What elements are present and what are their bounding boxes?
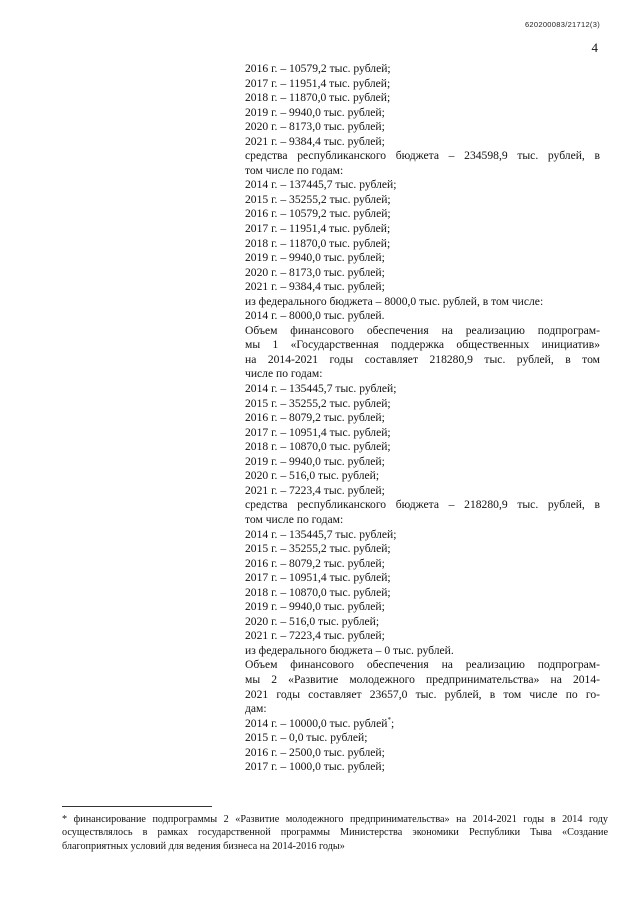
text-line-content: 2020 г. – 8173,0 тыс. рублей; xyxy=(245,265,385,279)
text-line-content: 2020 г. – 516,0 тыс. рублей; xyxy=(245,614,380,628)
text-line-content: 2019 г. – 9940,0 тыс. рублей; xyxy=(245,251,385,265)
text-line xyxy=(245,673,600,688)
text-line-content: 2021 годы составляет 23657,0 тыс. рублей, в том числе по го- xyxy=(245,687,600,701)
text-line xyxy=(245,149,600,164)
text-line-content: мы 2 «Развитие молодежного предпринимательства» на 2014- xyxy=(245,672,600,686)
text-line-content: средства республиканского бюджета – 218280,9 тыс. рублей, в xyxy=(245,498,600,512)
text-line xyxy=(245,338,600,353)
text-line-content: 2017 г. – 11951,4 тыс. рублей; xyxy=(245,222,391,236)
text-line xyxy=(245,702,600,717)
text-line xyxy=(245,309,600,324)
text-line-content: 2021 г. – 7223,4 тыс. рублей; xyxy=(245,483,385,497)
text-line xyxy=(245,688,600,703)
text-line-content: 2018 г. – 10870,0 тыс. рублей; xyxy=(245,440,391,454)
text-line-content: 2015 г. – 35255,2 тыс. рублей; xyxy=(245,192,391,206)
text-line xyxy=(245,266,600,281)
text-line xyxy=(245,324,600,339)
text-line xyxy=(245,207,600,222)
body-text xyxy=(245,62,600,775)
text-line-content: 2018 г. – 11870,0 тыс. рублей; xyxy=(245,91,391,105)
footnote-marker: * xyxy=(387,715,391,724)
text-line-content: 2019 г. – 9940,0 тыс. рублей; xyxy=(245,105,385,119)
text-line xyxy=(245,397,600,412)
text-line xyxy=(245,731,600,746)
text-line xyxy=(245,746,600,761)
text-line-content: 2014 г. – 10000,0 тыс. рублей xyxy=(245,716,388,730)
text-line-content: средства республиканского бюджета – 234598,9 тыс. рублей, в xyxy=(245,149,600,163)
text-line xyxy=(245,237,600,252)
text-line xyxy=(245,135,600,150)
text-line-content: 2019 г. – 9940,0 тыс. рублей; xyxy=(245,600,385,614)
text-line-content: 2015 г. – 35255,2 тыс. рублей; xyxy=(245,542,391,556)
text-line-content: дам: xyxy=(245,702,267,716)
text-line-content: 2014 г. – 135445,7 тыс. рублей; xyxy=(245,527,397,541)
text-line-content: 2017 г. – 10951,4 тыс. рублей; xyxy=(245,425,391,439)
text-line xyxy=(245,542,600,557)
text-line xyxy=(245,426,600,441)
text-line xyxy=(245,411,600,426)
text-line xyxy=(245,91,600,106)
page-number: 4 xyxy=(591,40,598,55)
text-line-content: 2021 г. – 9384,4 тыс. рублей; xyxy=(245,280,385,294)
text-line xyxy=(245,644,600,659)
text-line xyxy=(245,658,600,673)
text-line xyxy=(245,251,600,266)
text-line-content: 2014 г. – 135445,7 тыс. рублей; xyxy=(245,382,397,396)
text-line xyxy=(245,600,600,615)
text-line xyxy=(245,717,600,732)
text-line-content: числе по годам: xyxy=(245,367,323,381)
text-line xyxy=(245,164,600,179)
text-line xyxy=(245,615,600,630)
text-line-content: на 2014-2021 годы составляет 218280,9 тыс. рублей, в том xyxy=(245,352,600,366)
text-line xyxy=(245,513,600,528)
text-line-content: 2016 г. – 8079,2 тыс. рублей; xyxy=(245,411,385,425)
text-line-content: мы 1 «Государственная поддержка общественных инициатив» xyxy=(245,338,600,352)
text-line-content: 2018 г. – 11870,0 тыс. рублей; xyxy=(245,236,391,250)
text-line-content: Объем финансового обеспечения на реализацию подпрограм- xyxy=(245,323,600,337)
text-line xyxy=(245,571,600,586)
text-line xyxy=(245,528,600,543)
text-line xyxy=(245,484,600,499)
text-line-content: 2016 г. – 8079,2 тыс. рублей; xyxy=(245,556,385,570)
text-line xyxy=(245,586,600,601)
text-line-content: 2019 г. – 9940,0 тыс. рублей; xyxy=(245,454,385,468)
text-line xyxy=(245,557,600,572)
text-line-content: 2015 г. – 35255,2 тыс. рублей; xyxy=(245,396,391,410)
text-line-content: 2016 г. – 10579,2 тыс. рублей; xyxy=(245,62,391,75)
text-line xyxy=(245,353,600,368)
text-line-content: 2021 г. – 9384,4 тыс. рублей; xyxy=(245,134,385,148)
text-line xyxy=(245,77,600,92)
text-line-content: 2020 г. – 516,0 тыс. рублей; xyxy=(245,469,380,483)
text-line xyxy=(245,178,600,193)
text-line-content: том числе по годам: xyxy=(245,512,344,526)
text-line-content: 2018 г. – 10870,0 тыс. рублей; xyxy=(245,585,391,599)
text-line xyxy=(245,455,600,470)
text-line xyxy=(245,469,600,484)
text-line-content: 2016 г. – 2500,0 тыс. рублей; xyxy=(245,745,385,759)
text-line xyxy=(245,222,600,237)
text-line xyxy=(245,120,600,135)
text-line xyxy=(245,760,600,775)
text-line-content: из федерального бюджета – 0 тыс. рублей. xyxy=(245,643,454,657)
text-line-content: из федерального бюджета – 8000,0 тыс. рублей, в том числе: xyxy=(245,294,544,308)
text-line xyxy=(245,382,600,397)
text-line xyxy=(245,295,600,310)
text-line-content: 2020 г. – 8173,0 тыс. рублей; xyxy=(245,120,385,134)
text-line-content: 2015 г. – 0,0 тыс. рублей; xyxy=(245,731,368,745)
text-line-content: Объем финансового обеспечения на реализацию подпрограм- xyxy=(245,658,600,672)
text-line xyxy=(245,106,600,121)
text-line-content: том числе по годам: xyxy=(245,163,344,177)
text-line-content: 2021 г. – 7223,4 тыс. рублей; xyxy=(245,629,385,643)
text-line-content: 2014 г. – 137445,7 тыс. рублей; xyxy=(245,178,397,192)
text-line-content: 2017 г. – 10951,4 тыс. рублей; xyxy=(245,571,391,585)
footnote-divider xyxy=(62,806,212,807)
text-line xyxy=(245,440,600,455)
text-line-content: 2016 г. – 10579,2 тыс. рублей; xyxy=(245,207,391,221)
text-line xyxy=(245,629,600,644)
text-line xyxy=(245,280,600,295)
text-line-content: 2014 г. – 8000,0 тыс. рублей. xyxy=(245,309,385,323)
text-line xyxy=(245,193,600,208)
document-id: 620200083/21712(3) xyxy=(524,20,600,29)
text-line-content: 2017 г. – 11951,4 тыс. рублей; xyxy=(245,76,391,90)
text-line xyxy=(245,498,600,513)
text-line-suffix: ; xyxy=(390,716,395,730)
text-line xyxy=(245,367,600,382)
footnote: * финансирование подпрограммы 2 «Развитие молодежного предпринимательства» на 2014-2021 годы в 2014 году осуществлялось в рамках государственной программы Министерства экономики Республики Тыва «Создание благоприятных условий для ведения бизнеса на 2014-2016 годы» xyxy=(62,814,608,852)
text-line xyxy=(245,62,600,77)
text-line-content: 2017 г. – 1000,0 тыс. рублей; xyxy=(245,760,385,774)
